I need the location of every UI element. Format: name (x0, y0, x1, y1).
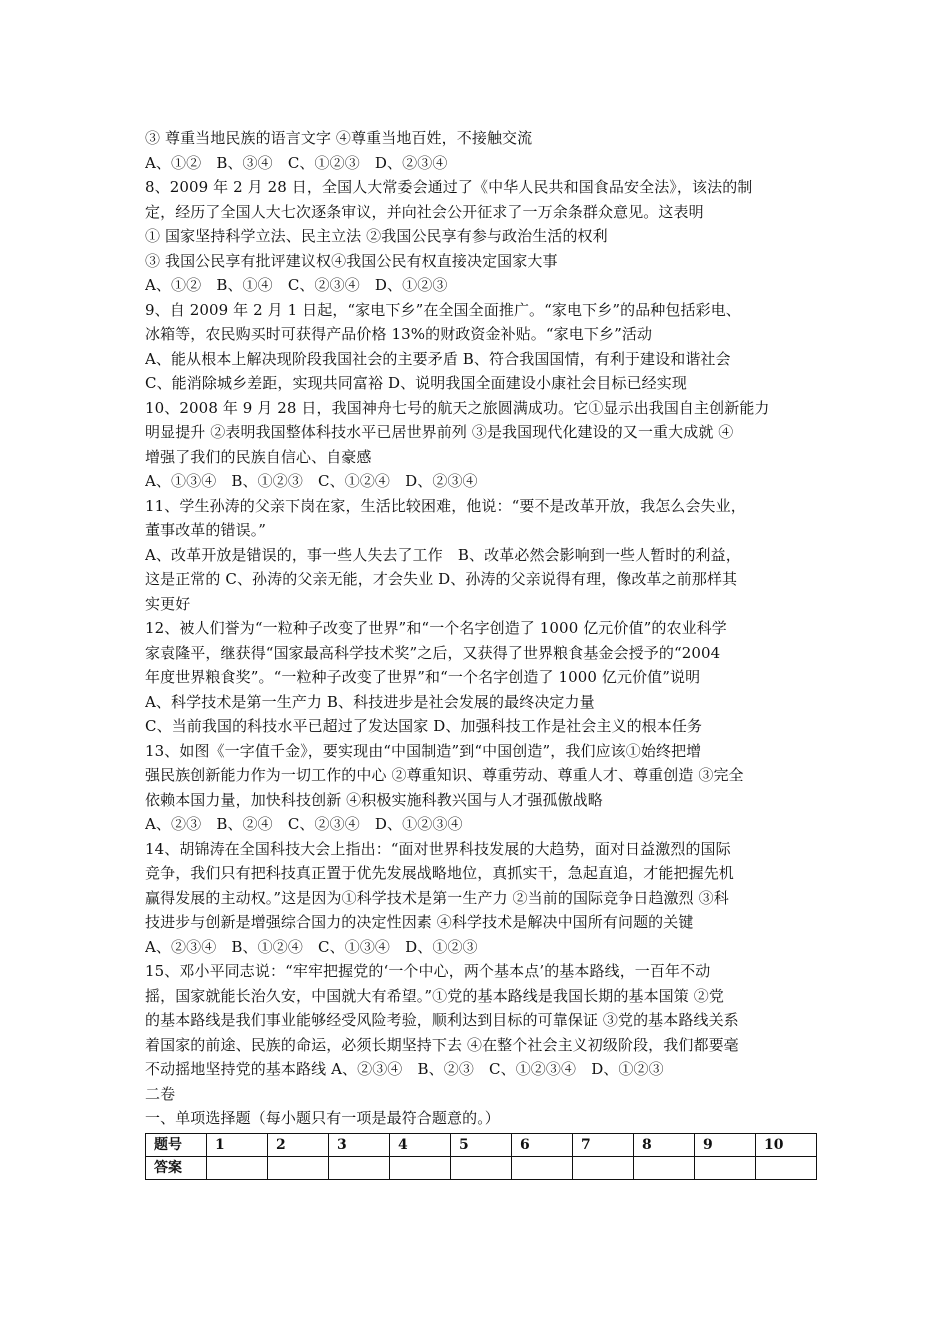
text-line: 的基本路线是我们事业能够经受风险考验，顺利达到目标的可靠保证 ③党的基本路线关系 (145, 1011, 739, 1029)
answer-table-header-row (146, 1133, 817, 1156)
text-line: A、科学技术是第一生产力 B、科技进步是社会发展的最终决定力量 (145, 692, 595, 711)
text-line: 董事改革的错误。” (145, 521, 267, 539)
answer-cell[interactable] (390, 1156, 451, 1179)
text-line: ① 国家坚持科学立法、民主立法 ②我国公民享有参与政治生活的权利 (145, 227, 608, 245)
text-line: 依赖本国力量，加快科技创新 ④积极实施科教兴国与人才强孤傲战略 (145, 790, 603, 809)
question-text (145, 126, 817, 1131)
text-line: C、当前我国的科技水平已超过了发达国家 D、加强科技工作是社会主义的根本任务 (145, 717, 703, 735)
answer-cell[interactable] (512, 1156, 573, 1179)
answer-cell[interactable] (573, 1156, 634, 1179)
text-line: 着国家的前途、民族的命运，必须长期坚持下去 ④在整个社会主义初级阶段，我们都要毫 (145, 1035, 739, 1054)
question-number-cell: 7 (573, 1133, 634, 1156)
text-line: 增强了我们的民族自信心、自豪感 (145, 447, 372, 466)
text-line: 赢得发展的主动权。”这是因为①科学技术是第一生产力 ②当前的国际竞争日趋激烈 ③科 (145, 888, 729, 907)
question-number-cell: 10 (756, 1133, 817, 1156)
answer-cell[interactable] (329, 1156, 390, 1179)
question-number-cell: 5 (451, 1133, 512, 1156)
text-line: 10、2008 年 9 月 28 日，我国神舟七号的航天之旅圆满成功。它①显示出我国自主创新能力 (145, 398, 770, 417)
question-number-cell: 3 (329, 1133, 390, 1156)
text-line: 冰箱等，农民购买时可获得产品价格 13%的财政资金补贴。“家电下乡”活动 (145, 325, 653, 343)
text-line: A、①② B、①④ C、②③④ D、①②③ (145, 276, 448, 294)
question-number-cell: 6 (512, 1133, 573, 1156)
text-line: A、①③④ B、①②③ C、①②④ D、②③④ (145, 472, 478, 490)
text-line: 13、如图《一字值千金》，要实现由“中国制造”到“中国创造”，我们应该①始终把增 (145, 741, 702, 760)
answer-label: 答案 (146, 1156, 207, 1179)
answer-cell[interactable] (268, 1156, 329, 1179)
text-line: 竞争，我们只有把科技真正置于优先发展战略地位，真抓实干，急起直追，才能把握先机 (145, 864, 734, 882)
text-line: 12、被人们誉为“一粒种子改变了世界”和“一个名字创造了 1000 亿元价值”的农业科学 (145, 619, 727, 637)
text-line: 不动摇地坚持党的基本路线 A、②③④ B、②③ C、①②③④ D、①②③ (145, 1060, 664, 1078)
text-line: 11、学生孙涛的父亲下岗在家，生活比较困难，他说：“要不是改革开放，我怎么会失业， (145, 496, 746, 515)
text-line: 一、单项选择题（每小题只有一项是最符合题意的。） (145, 1109, 500, 1127)
question-number-label: 题号 (146, 1133, 207, 1156)
text-line: C、能消除城乡差距，实现共同富裕 D、说明我国全面建设小康社会目标已经实现 (145, 374, 687, 392)
text-line: 这是正常的 C、孙涛的父亲无能，才会失业 D、孙涛的父亲说得有理，像改革之前那样其 (145, 570, 738, 588)
text-line: A、②③ B、②④ C、②③④ D、①②③④ (145, 815, 463, 833)
text-line: 9、自 2009 年 2 月 1 日起，“家电下乡”在全国全面推广。“家电下乡”的品种包括彩电、 (145, 300, 741, 319)
text-line: A、①② B、③④ C、①②③ D、②③④ (145, 153, 448, 172)
text-line: 14、胡锦涛在全国科技大会上指出：“面对世界科技发展的大趋势，面对日益激烈的国际 (145, 839, 731, 858)
text-line: 实更好 (145, 594, 191, 613)
answer-table (145, 1133, 817, 1180)
text-line: 8、2009 年 2 月 28 日，全国人大常委会通过了《中华人民共和国食品安全法》，该法的制 (145, 178, 753, 196)
text-line: 强民族创新能力作为一切工作的中心 ②尊重知识、尊重劳动、尊重人才、尊重创造 ③完全 (145, 766, 744, 784)
answer-cell[interactable] (451, 1156, 512, 1179)
text-line: A、②③④ B、①②④ C、①③④ D、①②③ (145, 937, 478, 956)
text-line: 二卷 (145, 1084, 176, 1103)
question-number-cell: 1 (207, 1133, 268, 1156)
answer-cell[interactable] (207, 1156, 268, 1179)
text-line: A、能从根本上解决现阶段我国社会的主要矛盾 B、符合我国国情，有利于建设和谐社会 (145, 349, 731, 368)
text-line: 摇，国家就能长治久安，中国就大有希望。”①党的基本路线是我国长期的基本国策 ②党 (145, 986, 724, 1005)
document-content (145, 126, 817, 1180)
text-line: ③ 我国公民享有批评建议权④我国公民有权直接决定国家大事 (145, 251, 558, 270)
question-number-cell: 8 (634, 1133, 695, 1156)
text-line: ③ 尊重当地民族的语言文字 ④尊重当地百姓，不接触交流 (145, 129, 533, 147)
question-number-cell: 9 (695, 1133, 756, 1156)
answer-cell[interactable] (756, 1156, 817, 1179)
text-line: 技进步与创新是增强综合国力的决定性因素 ④科学技术是解决中国所有问题的关键 (145, 913, 694, 931)
text-line: 明显提升 ②表明我国整体科技水平已居世界前列 ③是我国现代化建设的又一重大成就 ④ (145, 423, 734, 441)
question-number-cell: 4 (390, 1133, 451, 1156)
text-line: 15、邓小平同志说：“牢牢把握党的‘一个中心，两个基本点’的基本路线，一百年不动 (145, 962, 711, 980)
answer-table-answer-row (146, 1156, 817, 1179)
answer-cell[interactable] (634, 1156, 695, 1179)
question-number-cell: 2 (268, 1133, 329, 1156)
text-line: 年度世界粮食奖”。“一粒种子改变了世界”和“一个名字创造了 1000 亿元价值”说明 (145, 668, 701, 686)
text-line: 家袁隆平，继获得“国家最高科学技术奖”之后，又获得了世界粮食基金会授予的“2004 (145, 643, 721, 662)
text-line: A、改革开放是错误的，事一些人失去了工作 B、改革必然会影响到一些人暂时的利益， (145, 545, 741, 564)
text-line: 定，经历了全国人大七次逐条审议，并向社会公开征求了一万余条群众意见。这表明 (145, 202, 704, 221)
answer-cell[interactable] (695, 1156, 756, 1179)
